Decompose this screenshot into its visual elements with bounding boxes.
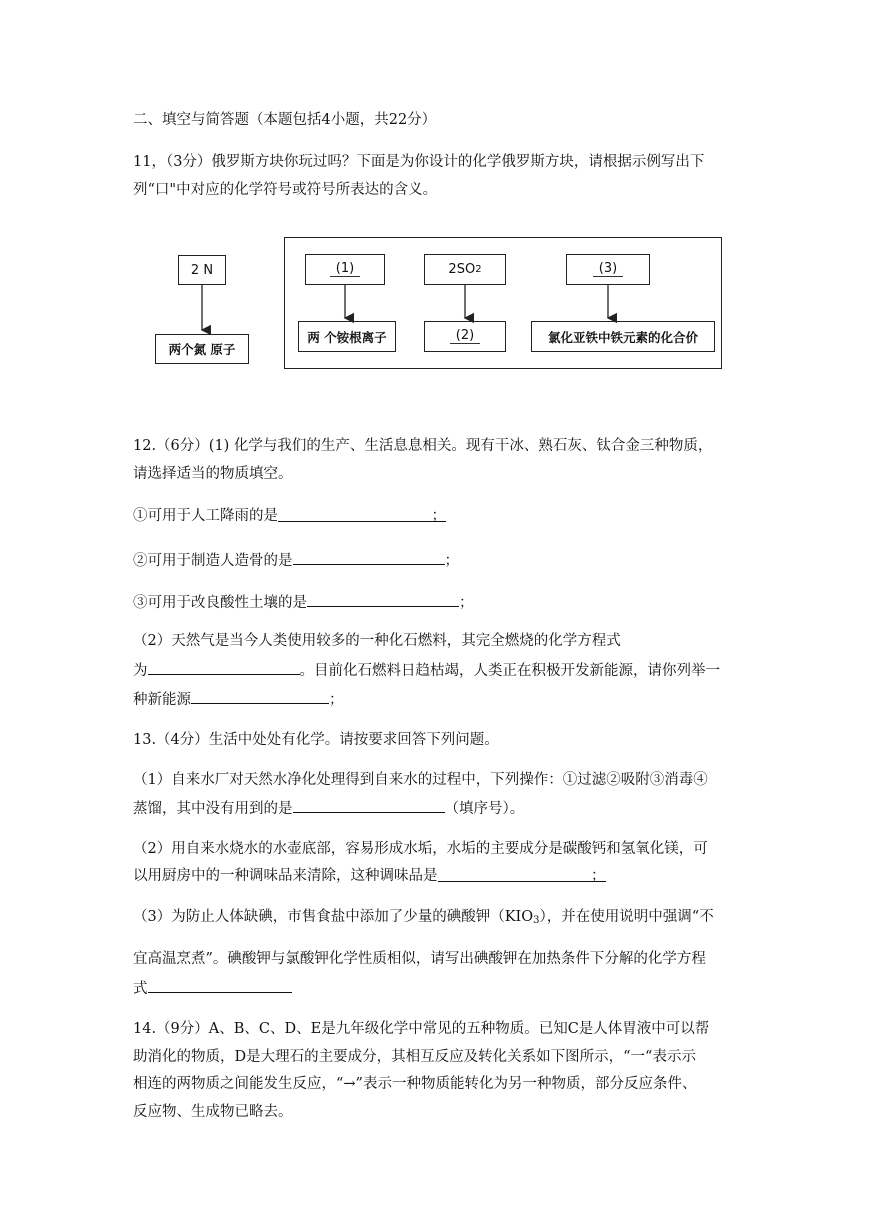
example-symbol-box: 2 N	[178, 255, 226, 285]
q12-item2-sep: ；	[444, 553, 459, 569]
q12-item2-text: ②可用于制造人造骨的是	[133, 553, 293, 569]
q12-item3	[133, 591, 474, 613]
q12-equation-blank[interactable]	[148, 659, 300, 675]
q13-p1-line2a: 蒸馏，其中没有用到的是	[133, 801, 293, 817]
q12-item3-sep: ；	[459, 595, 474, 611]
blank-box-1[interactable]	[305, 254, 385, 285]
q12-p2-line2b: 。目前化石燃料日趋枯竭，人类正在积极开发新能源，请你列举一	[299, 663, 720, 679]
q12-p2-line3-text: 种新能源	[133, 692, 191, 708]
q13-p3-line3	[133, 977, 292, 999]
q13-p3-line3-text: 式	[133, 981, 148, 997]
q13-p3-line2: 宜高温烹煮”。碘酸钾与氯酸钾化学性质相似，请写出碘酸钾在加热条件下分解的化学方程	[133, 951, 706, 967]
q14-line2: 助消化的物质，D是大理石的主要成分，其相互反应及转化关系如下图所示，“一“表示示	[133, 1049, 696, 1065]
q12-item3-blank[interactable]	[307, 591, 459, 607]
q13-p3-blank[interactable]	[148, 977, 292, 993]
blank-1-label: (1)	[330, 262, 360, 277]
q12-item1	[133, 506, 446, 526]
q14-line4: 反应物、生成物已略去。	[133, 1104, 293, 1120]
section-title: 二、填空与简答题（本题包括4小题，共22分）	[133, 112, 437, 128]
q13-p1-blank[interactable]	[293, 797, 445, 813]
q13-p2-sep: ；	[591, 868, 606, 884]
blank-box-2[interactable]	[424, 321, 506, 352]
q12-item2	[133, 549, 459, 571]
q13-p3-line1b: ），并在使用说明中强调“不	[539, 909, 714, 925]
q14-line1: 14.（9分）A、B、C、D、E是九年级化学中常见的五种物质。已知C是人体胃液中可以帮	[133, 1021, 710, 1037]
q13-p2-blank[interactable]	[438, 866, 606, 882]
q12-item2-blank[interactable]	[293, 549, 445, 565]
q13-p2-line2	[133, 866, 606, 886]
q11-line1: 11，（3分）俄罗斯方块你玩过吗？下面是为你设计的化学俄罗斯方块，请根据示例写出下	[133, 154, 705, 170]
q13-p3-line1	[133, 907, 714, 931]
q12-item1-text: ①可用于人工降雨的是	[133, 508, 278, 524]
q12-line2: 请选择适当的物质填空。	[133, 466, 293, 482]
q12-item1-blank[interactable]	[278, 506, 446, 522]
q13-p3-line1a: （3）为防止人体缺碘，市售食盐中添加了少量的碘酸钾（KIO	[133, 909, 534, 925]
q12-line1: 12.（6分）(1) 化学与我们的生产、生活息息相关。现有干冰、熟石灰、钛合金三种物质，	[133, 438, 713, 454]
q14-line3: 相连的两物质之间能发生反应，“→”表示一种物质能转化为另一种物质，部分反应条件、	[133, 1076, 697, 1092]
example-meaning-box: 两个氮 原子	[155, 334, 249, 364]
q12-p2-sep: ；	[329, 692, 344, 708]
q13-p1-line2	[133, 797, 524, 819]
q12-p2-line1: （2）天然气是当今人类使用较多的一种化石燃料，其完全燃烧的化学方程式	[133, 633, 621, 649]
q12-item3-text: ③可用于改良酸性土壤的是	[133, 595, 307, 611]
so2-symbol-box	[424, 254, 506, 285]
q12-p2-line3	[133, 688, 344, 710]
q12-item1-sep: ；	[431, 508, 446, 524]
q12-energy-blank[interactable]	[191, 688, 329, 704]
q13-p2-line1: （2）用自来水烧水的水壶底部，容易形成水垢，水垢的主要成分是碳酸钙和氢氧化镁，可	[133, 841, 708, 857]
valence-meaning-box: 氯化亚铁中铁元素的化合价	[531, 321, 715, 352]
q13-p1-line2b: （填序号）。	[444, 801, 525, 817]
q12-p2-line2a: 为	[133, 663, 148, 679]
blank-box-3[interactable]	[566, 254, 650, 285]
q13-p2-line2-text: 以用厨房中的一种调味品来清除，这种调味品是	[133, 868, 438, 884]
q11-line2: 列“口"中对应的化学符号或符号所表达的含义。	[133, 182, 438, 198]
so2-subscript: 2	[475, 264, 482, 275]
blank-3-label: (3)	[593, 262, 623, 277]
q13-p1-line1: （1）自来水厂对天然水净化处理得到自来水的过程中，下列操作：①过滤②吸附③消毒④	[133, 772, 708, 788]
q12-p2-line2	[133, 659, 720, 681]
blank-2-label: (2)	[450, 329, 480, 344]
q13-p3-sub: 3	[533, 915, 540, 926]
q13-line1: 13.（4分）生活中处处有化学。请按要求回答下列问题。	[133, 732, 499, 748]
ammonium-meaning-box: 两 个铵根离子	[298, 321, 396, 352]
so2-main: 2SO	[448, 262, 476, 277]
